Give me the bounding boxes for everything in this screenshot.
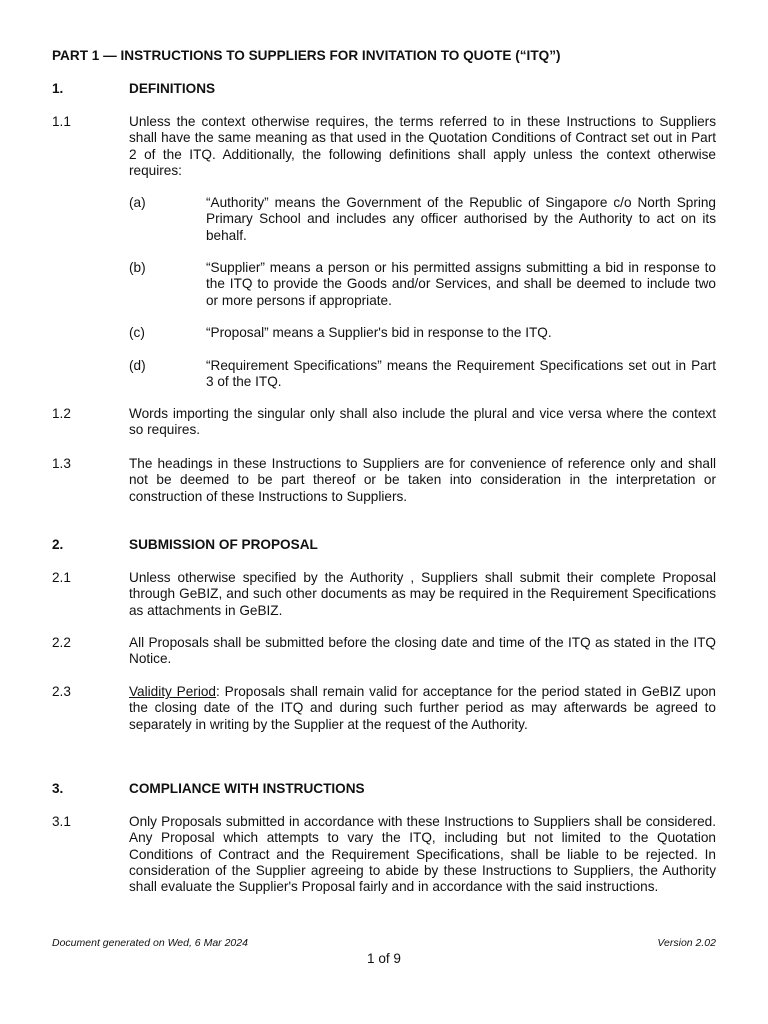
clause-3-1-number: 3.1: [52, 814, 71, 829]
definition-c-label: (c): [129, 325, 145, 340]
definition-b-text: “Supplier” means a person or his permitted assigns submitting a bid in response to the ITQ to provide the Goods and/or Services, and shall be deemed to include two or more persons if appropriate.: [206, 260, 716, 308]
clause-2-3-number: 2.3: [52, 684, 71, 699]
clause-1-2-text: Words importing the singular only shall also include the plural and vice versa where the context so requires.: [129, 406, 716, 438]
clause-1-3-number: 1.3: [52, 456, 71, 471]
clause-2-2-text: All Proposals shall be submitted before the closing date and time of the ITQ as stated in the ITQ Notice.: [129, 635, 716, 667]
document-title: PART 1 — INSTRUCTIONS TO SUPPLIERS FOR INVITATION TO QUOTE (“ITQ”): [52, 48, 561, 63]
footer-version: Version 2.02: [657, 937, 716, 949]
clause-2-3-text: : Proposals shall remain valid for acceptance for the period stated in GeBIZ upon the closing date of the ITQ and during such further period as may afterwards be agreed to separately in writing by the Supplier at the request of the Authority.: [129, 684, 716, 732]
definition-a-label: (a): [129, 195, 146, 210]
section-3-heading: COMPLIANCE WITH INSTRUCTIONS: [129, 781, 365, 796]
definition-a-text: “Authority” means the Government of the Republic of Singapore c/o North Spring Primary School and includes any officer authorised by the Authority to act on its behalf.: [206, 195, 716, 243]
clause-1-1-text: Unless the context otherwise requires, the terms referred to in these Instructions to Suppliers shall have the same meaning as that used in the Quotation Conditions of Contract set out in Part 2 of the ITQ. Additionally, the following definitions shall apply unless the context otherwise requires:: [129, 114, 716, 178]
clause-3-1-text: Only Proposals submitted in accordance with these Instructions to Suppliers shall be considered. Any Proposal which attempts to vary the ITQ, including but not limited to the Quotation Conditions of Contract and the Requirement Specifications, shall be liable to be rejected. In consideration of the Supplier agreeing to abide by these Instructions to Suppliers, the Authority shall evaluate the Supplier's Proposal fairly and in accordance with the said instructions.: [129, 814, 716, 895]
definition-b-label: (b): [129, 260, 146, 275]
definition-c-text: “Proposal” means a Supplier's bid in response to the ITQ.: [206, 325, 552, 340]
section-2-number: 2.: [52, 537, 64, 552]
clause-2-3-paragraph: [129, 684, 716, 733]
clause-1-1-number: 1.1: [52, 114, 71, 129]
validity-period-term: Validity Period: [129, 684, 216, 699]
section-2-heading: SUBMISSION OF PROPOSAL: [129, 537, 318, 552]
clause-2-2-number: 2.2: [52, 635, 71, 650]
clause-2-1-number: 2.1: [52, 570, 71, 585]
section-1-heading: DEFINITIONS: [129, 81, 216, 96]
footer-generated-date: Document generated on Wed, 6 Mar 2024: [52, 937, 248, 949]
section-3-number: 3.: [52, 781, 64, 796]
section-1-number: 1.: [52, 81, 64, 96]
clause-1-2-number: 1.2: [52, 406, 71, 421]
clause-2-1-text: Unless otherwise specified by the Authority , Suppliers shall submit their complete Proposal through GeBIZ, and such other documents as may be required in the Requirement Specifications as attachments in GeBIZ.: [129, 570, 716, 618]
definition-d-text: “Requirement Specifications” means the Requirement Specifications set out in Part 3 of the ITQ.: [206, 358, 716, 390]
clause-1-3-text: The headings in these Instructions to Suppliers are for convenience of reference only and shall not be deemed to be part thereof or be taken into consideration in the interpretation or construction of these Instructions to Suppliers.: [129, 456, 716, 504]
definition-d-label: (d): [129, 358, 146, 373]
page-number: 1 of 9: [366, 951, 401, 966]
